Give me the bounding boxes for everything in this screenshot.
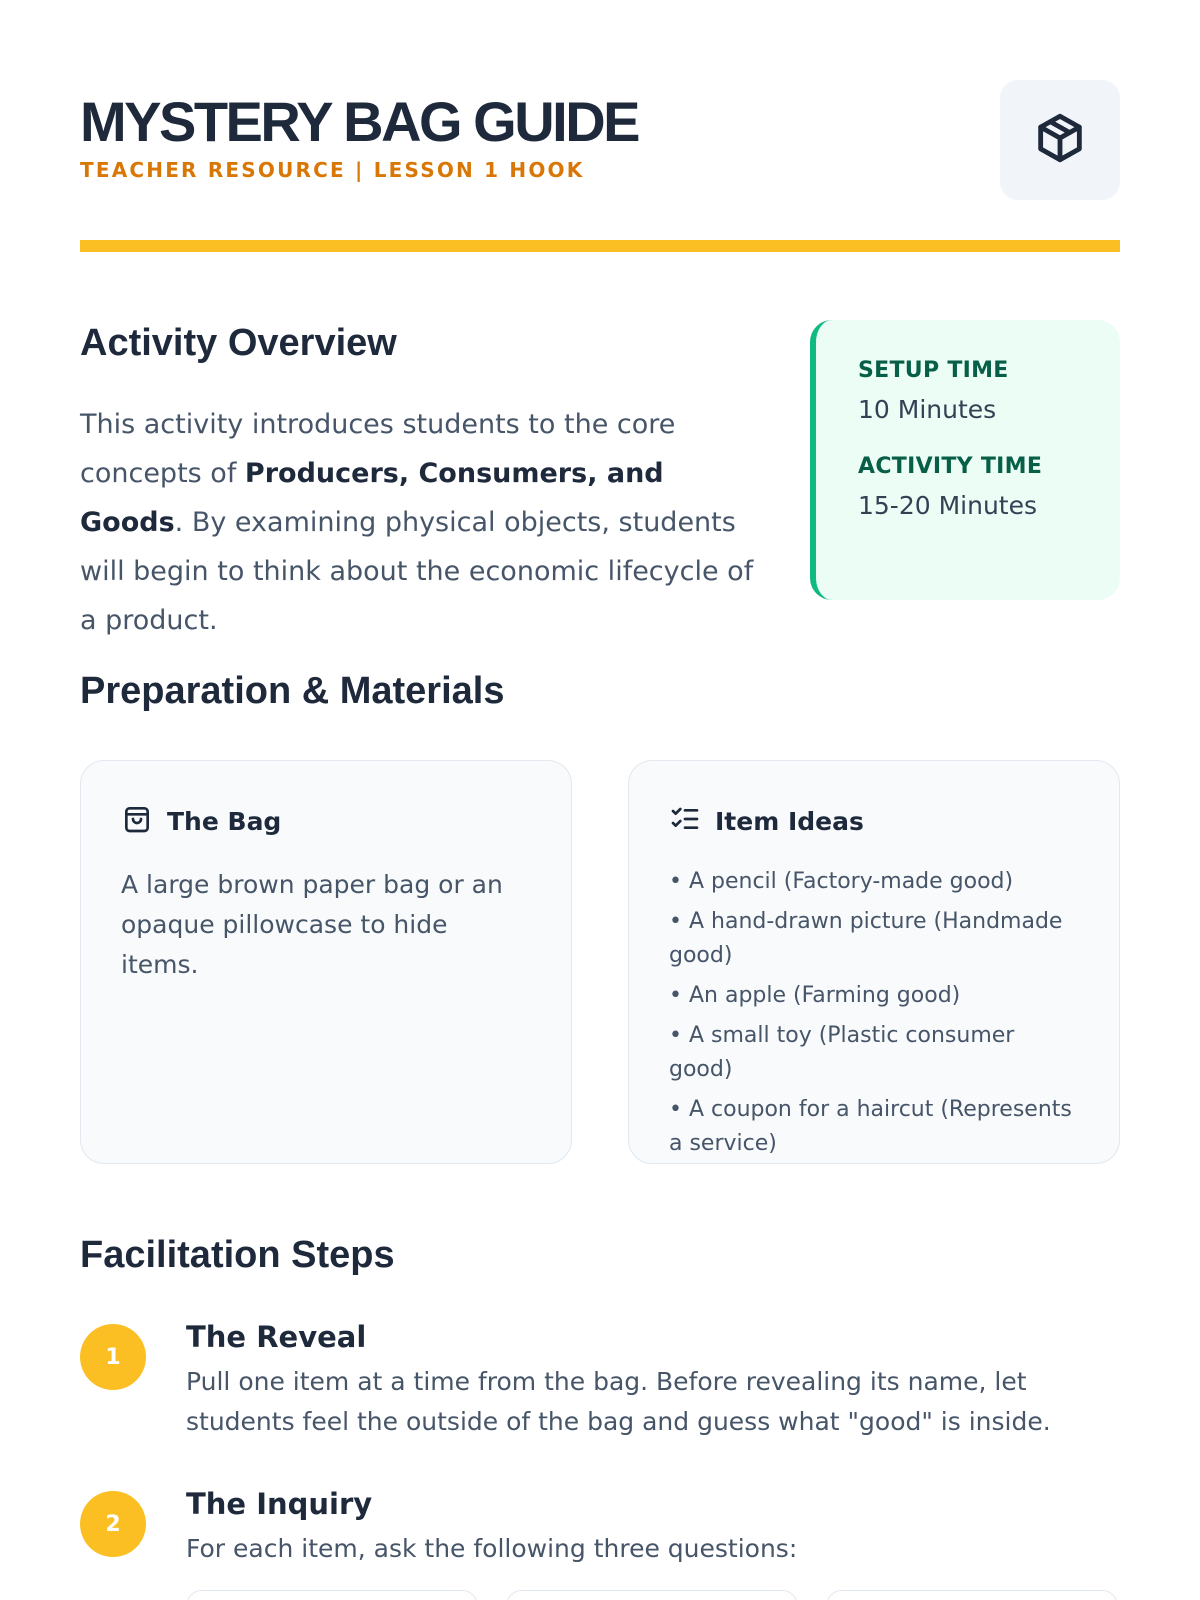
list-item: • An apple (Farming good) bbox=[669, 983, 961, 1008]
overview-text-part: This activity introduces students to the core concepts of bbox=[80, 409, 676, 489]
list-item: • A pencil (Factory-made good) bbox=[669, 869, 1014, 894]
list-item: • A coupon for a haircut (Represents a service) bbox=[669, 1097, 1072, 1156]
bag-card bbox=[80, 760, 572, 1164]
header-icon-box bbox=[1000, 80, 1120, 200]
question-cards-row bbox=[186, 1590, 1120, 1600]
question-card bbox=[186, 1590, 478, 1600]
step-number-badge: 1 bbox=[80, 1324, 146, 1390]
step-number-badge: 2 bbox=[80, 1491, 146, 1557]
setup-time-label: SETUP TIME bbox=[858, 358, 1009, 383]
step-description: Pull one item at a time from the bag. Before revealing its name, let students feel the outside of the bag and guess what "good" is inside. bbox=[186, 1367, 1051, 1436]
overview-text-bold: Producers, Consumers, and Goods bbox=[80, 458, 664, 538]
item-ideas-title: Item Ideas bbox=[715, 806, 864, 836]
bag-card-header bbox=[121, 803, 531, 839]
activity-time-label: ACTIVITY TIME bbox=[858, 454, 1043, 479]
question-card bbox=[826, 1590, 1118, 1600]
header-divider bbox=[80, 240, 1120, 252]
package-icon bbox=[1031, 109, 1089, 171]
item-ideas-list bbox=[669, 865, 1079, 1161]
overview-heading: Activity Overview bbox=[80, 322, 397, 364]
page-title: MYSTERY BAG GUIDE bbox=[80, 90, 639, 153]
materials-heading: Preparation & Materials bbox=[80, 670, 505, 712]
step-title: The Inquiry bbox=[186, 1487, 373, 1521]
setup-time-value: 10 Minutes bbox=[858, 395, 997, 424]
activity-time-value: 15-20 Minutes bbox=[858, 491, 1038, 520]
list-item: • A small toy (Plastic consumer good) bbox=[669, 1023, 1015, 1082]
checklist-icon bbox=[669, 803, 701, 839]
step-description: For each item, ask the following three questions: bbox=[186, 1534, 798, 1563]
item-ideas-card bbox=[628, 760, 1120, 1164]
bag-card-title: The Bag bbox=[167, 806, 282, 836]
bag-card-description: A large brown paper bag or an opaque pillowcase to hide items. bbox=[121, 870, 503, 979]
question-card bbox=[506, 1590, 798, 1600]
shopping-bag-icon bbox=[121, 803, 153, 839]
time-card bbox=[810, 320, 1120, 600]
steps-heading: Facilitation Steps bbox=[80, 1234, 395, 1276]
overview-text bbox=[80, 400, 770, 645]
step-title: The Reveal bbox=[186, 1320, 367, 1354]
item-ideas-header bbox=[669, 803, 1079, 839]
page-subtitle: TEACHER RESOURCE | LESSON 1 HOOK bbox=[80, 158, 585, 182]
page-header bbox=[80, 80, 1120, 200]
overview-text-part: . By examining physical objects, students will begin to think about the economic lifecycle of a product. bbox=[80, 507, 754, 636]
list-item: • A hand-drawn picture (Handmade good) bbox=[669, 909, 1063, 968]
